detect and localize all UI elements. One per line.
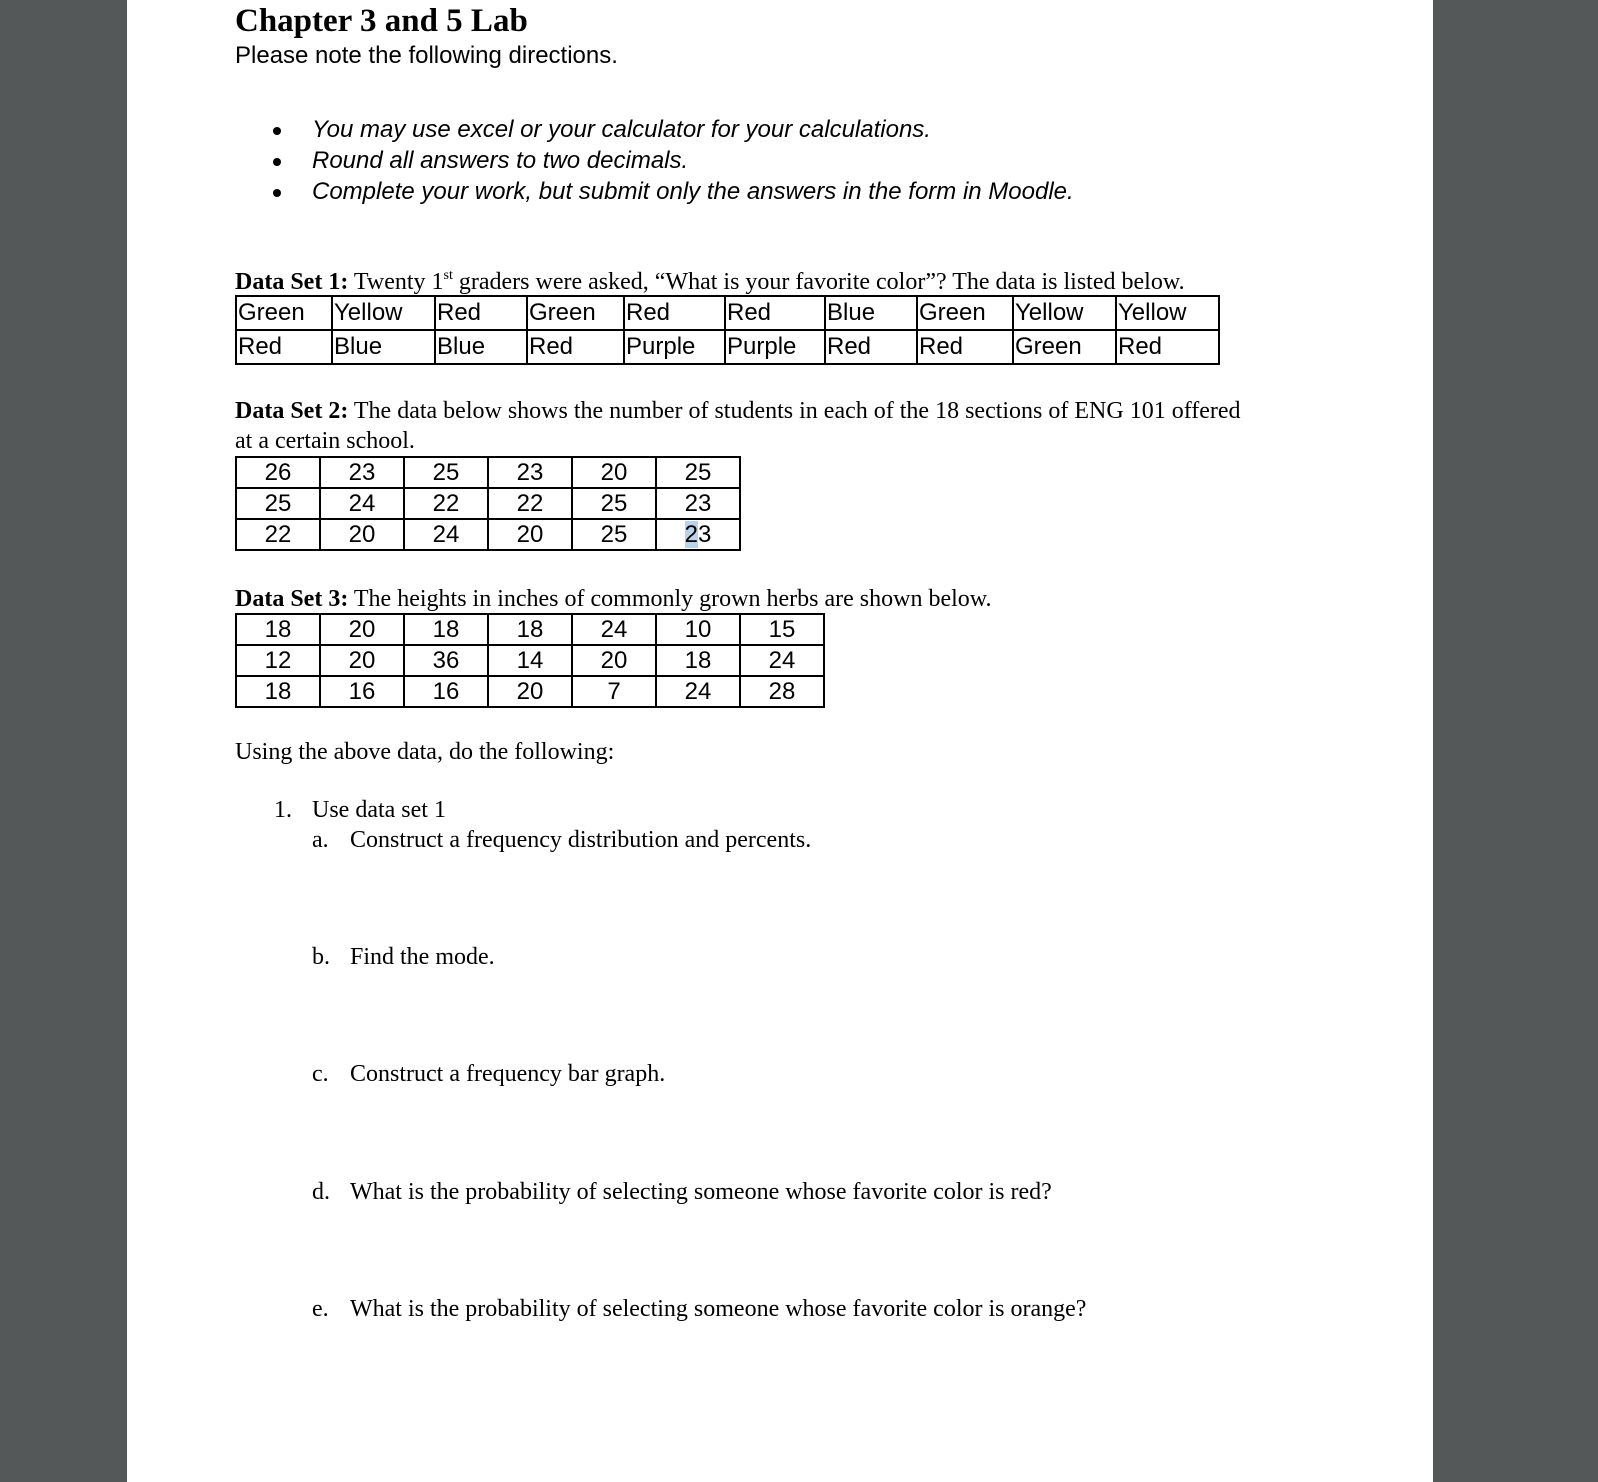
table-cell: Green	[236, 296, 332, 330]
data-set-1-text-rest: graders were asked, “What is your favorite color”? The data is listed below.	[458, 269, 1185, 295]
bullet-icon	[273, 158, 281, 166]
table-cell: 36	[404, 645, 488, 676]
bullet-icon	[273, 127, 281, 135]
bullet-icon	[273, 189, 281, 197]
table-cell: 24	[740, 645, 824, 676]
table-cell: 12	[236, 645, 320, 676]
question-1e	[312, 1296, 1086, 1323]
question-1d	[312, 1179, 1052, 1206]
table-cell: 18	[656, 645, 740, 676]
question-1c	[312, 1061, 665, 1088]
table-cell: 23	[320, 457, 404, 488]
table-cell: 16	[404, 676, 488, 707]
question-text: Find the mode.	[350, 944, 495, 970]
table-cell: 22	[488, 488, 572, 519]
table-cell: 14	[488, 645, 572, 676]
question-letter: a.	[312, 827, 329, 853]
table-cell: 20	[320, 614, 404, 645]
table-cell: Purple	[624, 330, 725, 364]
table-cell: Purple	[725, 330, 825, 364]
table-cell: 20	[488, 676, 572, 707]
table-cell: Yellow	[1013, 296, 1116, 330]
table-cell: 24	[320, 488, 404, 519]
table-cell: 15	[740, 614, 824, 645]
table-cell: 23	[656, 488, 740, 519]
question-text: What is the probability of selecting someone whose favorite color is red?	[350, 1179, 1052, 1205]
table-row	[236, 296, 1219, 330]
table-cell: 20	[320, 519, 404, 550]
question-letter: e.	[312, 1296, 329, 1322]
table-cell: Green	[1013, 330, 1116, 364]
question-text: What is the probability of selecting someone whose favorite color is orange?	[350, 1296, 1087, 1322]
table-cell: 24	[404, 519, 488, 550]
data-set-3-heading	[235, 584, 992, 614]
instructions-text: Using the above data, do the following:	[235, 739, 615, 765]
table-cell: 20	[488, 519, 572, 550]
question-letter: c.	[312, 1061, 329, 1087]
table-cell: Red	[527, 330, 624, 364]
table-cell: Yellow	[332, 296, 435, 330]
table-cell: Blue	[332, 330, 435, 364]
table-cell: Red	[725, 296, 825, 330]
table-cell: 25	[572, 488, 656, 519]
document-subtitle: Please note the following directions.	[235, 42, 618, 69]
table-cell: Yellow	[1116, 296, 1219, 330]
table-cell: 28	[740, 676, 824, 707]
direction-text: You may use excel or your calculator for your calculations.	[312, 116, 931, 143]
table-cell: 24	[572, 614, 656, 645]
table-row	[236, 457, 740, 488]
data-set-3-table	[235, 613, 825, 708]
table-cell: 25	[404, 457, 488, 488]
table-cell: Red	[236, 330, 332, 364]
table-cell: 24	[656, 676, 740, 707]
table-cell: 18	[236, 614, 320, 645]
data-set-1-label: Data Set 1:	[235, 269, 349, 295]
table-cell: Red	[917, 330, 1013, 364]
question-1b	[312, 944, 495, 971]
directions-list	[235, 114, 1074, 207]
table-cell: 18	[236, 676, 320, 707]
data-set-1-table	[235, 295, 1220, 365]
table-cell: 16	[320, 676, 404, 707]
data-set-2-heading	[235, 396, 1241, 426]
table-cell: 22	[236, 519, 320, 550]
table-cell: 20	[572, 457, 656, 488]
table-cell: Blue	[435, 330, 527, 364]
question-text: Construct a frequency bar graph.	[350, 1061, 666, 1087]
question-1-text: Use data set 1	[312, 797, 446, 823]
table-row	[236, 676, 824, 707]
text-selection-highlight: 2	[684, 521, 698, 548]
table-cell: Red	[825, 330, 917, 364]
question-1a	[312, 827, 811, 854]
direction-text: Round all answers to two decimals.	[312, 147, 689, 174]
table-cell: 23	[656, 519, 740, 550]
direction-text: Complete your work, but submit only the answers in the form in Moodle.	[312, 178, 1074, 205]
table-cell: 26	[236, 457, 320, 488]
table-cell: Red	[624, 296, 725, 330]
table-row	[236, 519, 740, 550]
document-page	[127, 0, 1433, 1482]
table-cell: 22	[404, 488, 488, 519]
question-letter: b.	[312, 944, 330, 970]
table-cell: 18	[404, 614, 488, 645]
table-cell: Green	[527, 296, 624, 330]
table-cell: 7	[572, 676, 656, 707]
question-1-number: 1.	[274, 797, 292, 823]
data-set-3-text: The heights in inches of commonly grown herbs are shown below.	[353, 586, 992, 612]
direction-item	[235, 176, 1074, 207]
table-cell: 20	[572, 645, 656, 676]
table-cell: Red	[435, 296, 527, 330]
table-row	[236, 330, 1219, 364]
table-row	[236, 488, 740, 519]
table-row	[236, 645, 824, 676]
table-cell: 25	[236, 488, 320, 519]
table-cell: 10	[656, 614, 740, 645]
table-cell: 18	[488, 614, 572, 645]
data-set-3-label: Data Set 3:	[235, 586, 349, 612]
data-set-2-heading-line2: at a certain school.	[235, 428, 415, 454]
table-cell: Red	[1116, 330, 1219, 364]
question-1	[274, 797, 446, 824]
data-set-1-sup: st	[443, 268, 453, 283]
table-cell: 23	[488, 457, 572, 488]
data-set-2-text: The data below shows the number of students in each of the 18 sections of ENG 101 offered	[353, 398, 1241, 424]
table-row	[236, 614, 824, 645]
table-cell: Green	[917, 296, 1013, 330]
table-cell: 25	[572, 519, 656, 550]
direction-item	[235, 145, 1074, 176]
data-set-1-text: Twenty 1	[353, 269, 444, 295]
table-cell: 20	[320, 645, 404, 676]
question-text: Construct a frequency distribution and percents.	[350, 827, 812, 853]
table-cell: Blue	[825, 296, 917, 330]
data-set-2-table	[235, 456, 741, 551]
data-set-1-heading	[235, 261, 1185, 297]
data-set-2-label: Data Set 2:	[235, 398, 349, 424]
question-letter: d.	[312, 1179, 330, 1205]
direction-item	[235, 114, 1074, 145]
document-title: Chapter 3 and 5 Lab	[235, 3, 528, 39]
table-cell: 25	[656, 457, 740, 488]
